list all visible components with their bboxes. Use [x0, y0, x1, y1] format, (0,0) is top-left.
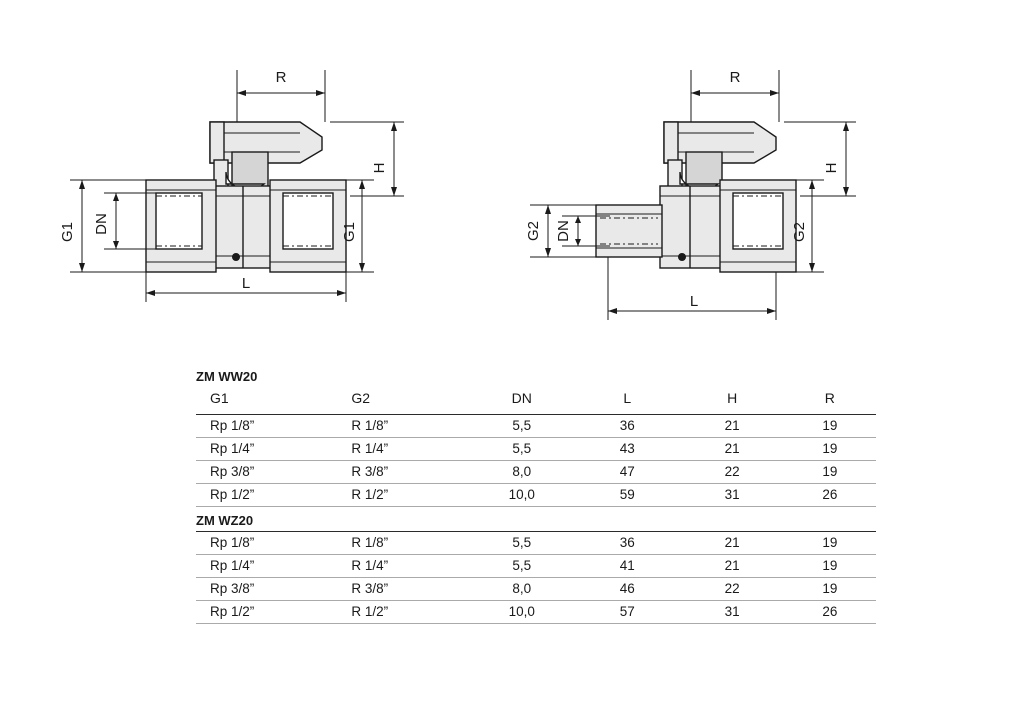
table-row — [196, 461, 876, 484]
table-body — [196, 363, 876, 624]
cell-g1: Rp 1/8” — [196, 415, 339, 438]
cell-l: 41 — [574, 555, 681, 578]
cell-g1: Rp 3/8” — [196, 578, 339, 601]
group-title-row — [196, 507, 876, 532]
cell-l: 46 — [574, 578, 681, 601]
column-header-dn: DN — [511, 390, 532, 406]
cell-r: 19 — [784, 532, 876, 555]
left-label-dn: DN — [93, 213, 110, 235]
column-header-h: H — [727, 390, 738, 406]
cell-dn: 5,5 — [470, 532, 574, 555]
cell-r: 26 — [784, 484, 876, 507]
cell-g1: Rp 1/2” — [196, 601, 339, 624]
specification-table — [196, 363, 876, 624]
cell-dn: 5,5 — [470, 415, 574, 438]
column-header-g2: G2 — [351, 390, 370, 406]
table-row — [196, 438, 876, 461]
cell-r: 19 — [784, 438, 876, 461]
cell-h: 21 — [681, 555, 784, 578]
right-valve-drawing — [525, 69, 856, 320]
cell-l: 36 — [574, 415, 681, 438]
group-title: ZM WW20 — [196, 369, 258, 384]
cell-dn: 5,5 — [470, 555, 574, 578]
left-label-g1-left: G1 — [59, 221, 76, 243]
cell-h: 31 — [681, 484, 784, 507]
left-label-g1-right: G1 — [341, 221, 358, 243]
cell-dn: 8,0 — [470, 461, 574, 484]
group-title: ZM WZ20 — [196, 507, 876, 532]
cell-g1: Rp 1/2” — [196, 484, 339, 507]
cell-r: 19 — [784, 415, 876, 438]
cell-g1: Rp 1/4” — [196, 555, 339, 578]
column-header-l: L — [623, 390, 632, 406]
cell-l: 57 — [574, 601, 681, 624]
cell-g2: R 3/8” — [339, 578, 469, 601]
cell-g2: R 1/2” — [339, 484, 469, 507]
group-title-row — [196, 363, 876, 387]
cell-g1: Rp 1/4” — [196, 438, 339, 461]
technical-drawings — [0, 0, 1009, 350]
cell-g2: R 1/4” — [339, 438, 469, 461]
right-label-g2-right: G2 — [791, 221, 808, 243]
left-label-l: L — [241, 275, 251, 292]
cell-h: 22 — [681, 578, 784, 601]
cell-g2: R 1/8” — [339, 415, 469, 438]
cell-h: 21 — [681, 532, 784, 555]
left-valve-drawing — [59, 69, 404, 302]
cell-h: 31 — [681, 601, 784, 624]
right-label-h: H — [823, 162, 840, 174]
right-label-g2-left: G2 — [525, 220, 542, 242]
table-row — [196, 555, 876, 578]
cell-g2: R 1/4” — [339, 555, 469, 578]
cell-g2: R 3/8” — [339, 461, 469, 484]
table-row — [196, 532, 876, 555]
cell-g2: R 1/2” — [339, 601, 469, 624]
cell-l: 43 — [574, 438, 681, 461]
cell-dn: 10,0 — [470, 601, 574, 624]
cell-h: 22 — [681, 461, 784, 484]
right-label-r: R — [729, 69, 741, 86]
table-row — [196, 484, 876, 507]
table-row — [196, 601, 876, 624]
table-row — [196, 578, 876, 601]
cell-g1: Rp 3/8” — [196, 461, 339, 484]
right-label-l: L — [689, 293, 699, 310]
left-label-r: R — [275, 69, 287, 86]
table-header-row — [196, 387, 876, 413]
cell-dn: 5,5 — [470, 438, 574, 461]
cell-dn: 8,0 — [470, 578, 574, 601]
cell-r: 19 — [784, 461, 876, 484]
cell-r: 19 — [784, 555, 876, 578]
column-header-r: R — [824, 390, 835, 406]
left-label-h: H — [371, 162, 388, 174]
cell-l: 59 — [574, 484, 681, 507]
cell-dn: 10,0 — [470, 484, 574, 507]
cell-l: 47 — [574, 461, 681, 484]
column-header-g1: G1 — [210, 390, 229, 406]
cell-g1: Rp 1/8” — [196, 532, 339, 555]
cell-h: 21 — [681, 415, 784, 438]
cell-r: 26 — [784, 601, 876, 624]
cell-r: 19 — [784, 578, 876, 601]
cell-l: 36 — [574, 532, 681, 555]
cell-h: 21 — [681, 438, 784, 461]
right-label-dn: DN — [555, 220, 572, 242]
cell-g2: R 1/8” — [339, 532, 469, 555]
table-row — [196, 415, 876, 438]
